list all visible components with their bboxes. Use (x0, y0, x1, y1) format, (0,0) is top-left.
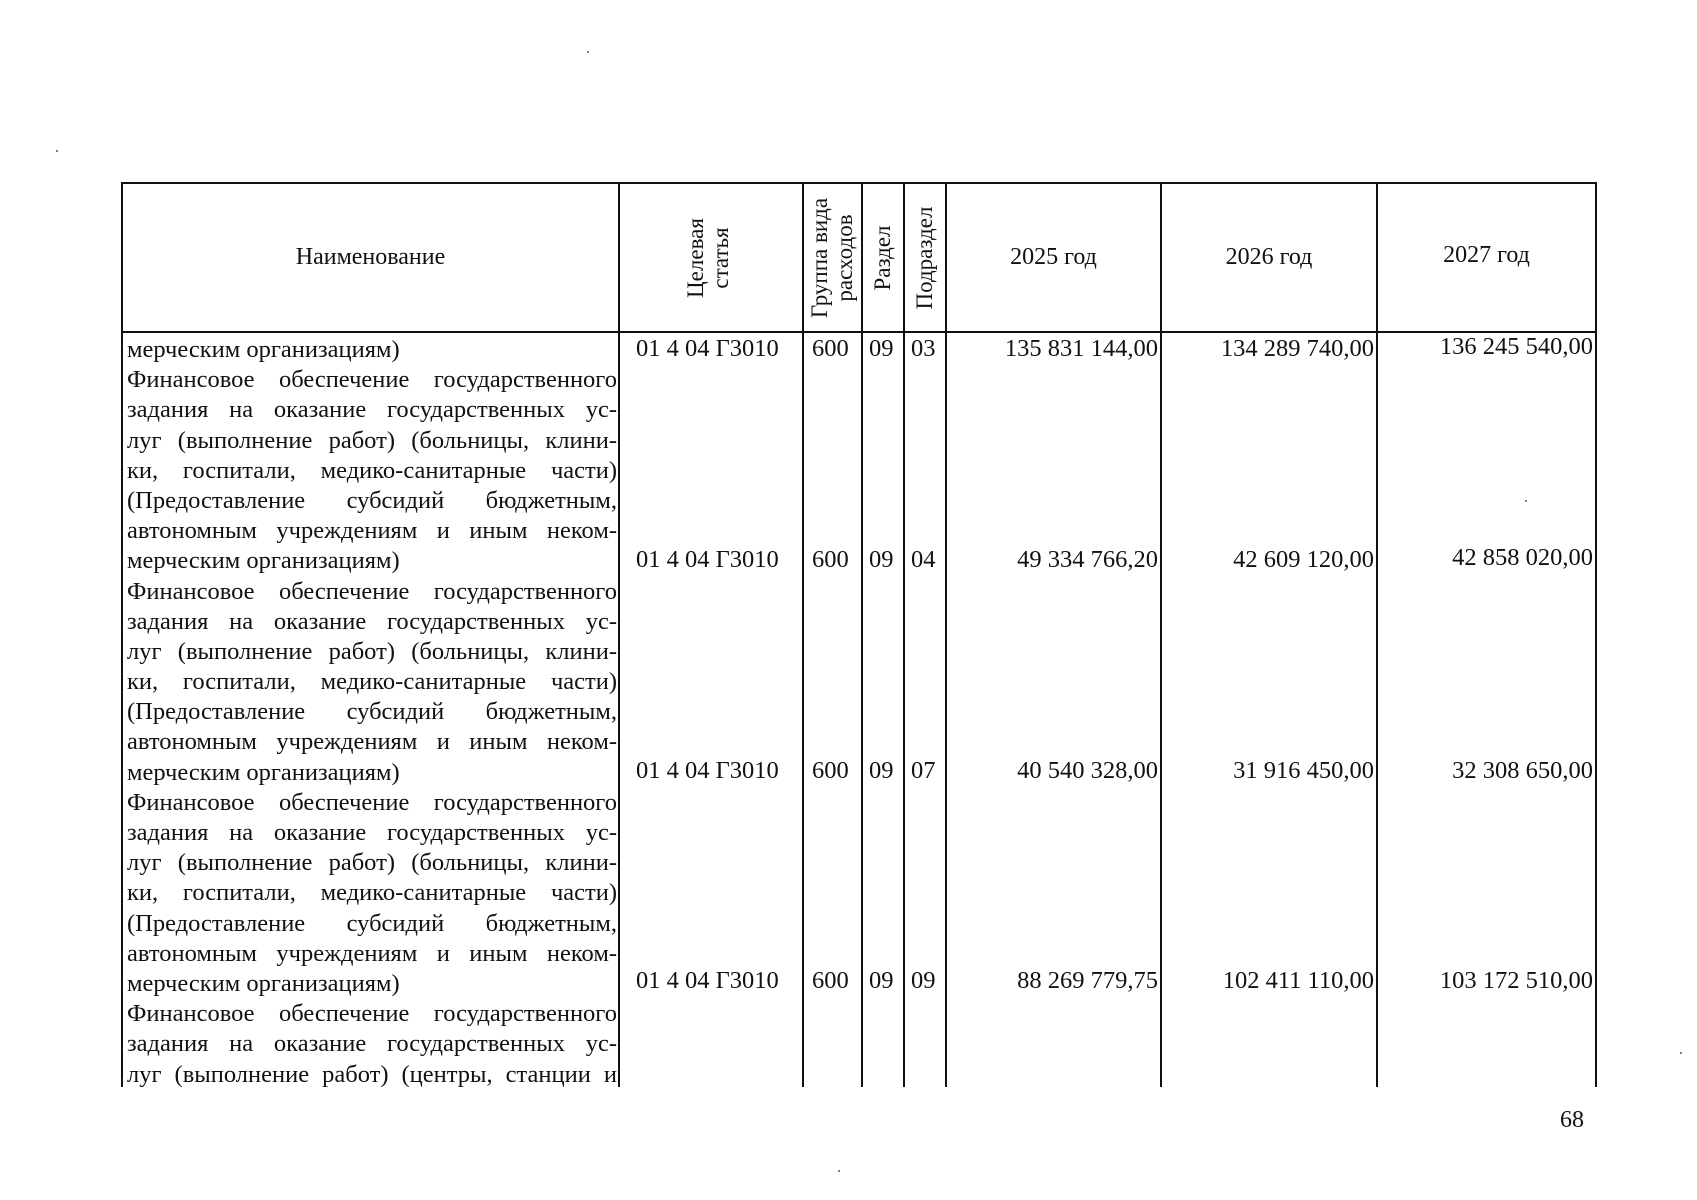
row3-2027: 32 308 650,00 (1452, 757, 1593, 784)
table-right-border (1595, 182, 1597, 1087)
header-name-text: Наименование (295, 244, 446, 270)
row4-group: 600 (812, 967, 849, 994)
col-divider-target (802, 182, 804, 1087)
row1-section: 09 (869, 335, 894, 362)
row2-subsection: 04 (911, 546, 936, 573)
row2-group: 600 (812, 546, 849, 573)
header-2027-text: 2027 год (1443, 242, 1530, 268)
header-2025-text: 2025 год (1010, 244, 1097, 270)
name-line: задания на оказание государственных ус- (127, 1030, 617, 1058)
col-divider-section (903, 182, 905, 1087)
name-line: ки, госпитали, медико-санитарные части) (127, 879, 617, 907)
name-line: мерческим организациям) (127, 758, 400, 786)
name-line: автономным учреждениям и иным неком- (127, 517, 617, 545)
header-section (870, 217, 896, 299)
scan-speck (56, 150, 58, 152)
row2-2025: 49 334 766,20 (1017, 546, 1158, 573)
row4-2027: 103 172 510,00 (1439, 967, 1593, 994)
row2-2026: 42 609 120,00 (1233, 546, 1374, 573)
header-subsection (912, 202, 938, 314)
name-line: (Предоставление субсидий бюджетным, (127, 486, 617, 514)
row3-group: 600 (812, 757, 849, 784)
name-line: Финансовое обеспечение государственного (127, 788, 617, 816)
header-2027 (1378, 184, 1595, 327)
row1-subsection: 03 (911, 335, 936, 362)
name-line: луг (выполнение работ) (больницы, клини- (127, 637, 617, 665)
row4-subsection: 09 (911, 967, 936, 994)
header-2026-text: 2026 год (1225, 244, 1313, 270)
row1-group: 600 (812, 335, 849, 362)
row2-section: 09 (869, 546, 894, 573)
header-2025 (947, 184, 1160, 331)
name-line: Финансовое обеспечение государственного (127, 1000, 617, 1028)
row3-2026: 31 916 450,00 (1233, 757, 1374, 784)
scan-speck (587, 51, 589, 53)
row1-target: 01 4 04 Г3010 (636, 335, 779, 362)
name-line: луг (выполнение работ) (больницы, клини- (127, 426, 617, 454)
name-line: автономным учреждениям и иным неком- (127, 728, 617, 756)
row4-section: 09 (869, 967, 894, 994)
row3-target: 01 4 04 Г3010 (636, 757, 779, 784)
header-section-text: Раздел (870, 225, 895, 291)
name-line: ки, госпитали, медико-санитарные части) (127, 456, 617, 484)
name-line: ки, госпитали, медико-санитарные части) (127, 668, 617, 696)
name-line: Финансовое обеспечение государственного (127, 577, 617, 605)
col-divider-group (861, 182, 863, 1087)
page-number: 68 (1560, 1107, 1584, 1133)
name-line: мерческим организациям) (127, 547, 400, 575)
row2-target: 01 4 04 Г3010 (636, 546, 779, 573)
scan-speck (1680, 1052, 1682, 1054)
header-target-line1: Целевая (683, 218, 708, 298)
row1-2025: 135 831 144,00 (1004, 335, 1158, 362)
header-target (683, 198, 735, 318)
scan-speck (1525, 500, 1527, 502)
name-line: задания на оказание государственных ус- (127, 819, 617, 846)
header-subsection-text: Подраздел (912, 206, 937, 310)
row4-2025: 88 269 779,75 (1017, 967, 1158, 994)
name-line: (Предоставление субсидий бюджетным, (127, 698, 617, 726)
row1-2027: 136 245 540,00 (1439, 333, 1593, 360)
row3-section: 09 (869, 757, 894, 784)
name-line: задания на оказание государственных ус- (127, 396, 617, 424)
name-line: Финансовое обеспечение государственного (127, 366, 617, 394)
header-group-line2: расходов (832, 214, 857, 302)
name-line: луг (выполнение работ) (центры, станции и (127, 1060, 617, 1088)
name-line: мерческим организациям) (127, 336, 400, 363)
header-group (807, 187, 857, 329)
header-target-line2: статья (708, 227, 733, 289)
name-line: луг (выполнение работ) (больницы, клини- (127, 849, 617, 877)
header-name (123, 184, 618, 331)
name-line: (Предоставление субсидий бюджетным, (127, 909, 617, 937)
row1-2026: 134 289 740,00 (1220, 335, 1374, 362)
row4-target: 01 4 04 Г3010 (636, 967, 779, 994)
name-line: мерческим организациям) (127, 969, 400, 997)
row4-2026: 102 411 110,00 (1222, 967, 1374, 994)
header-group-line1: Группа вида (807, 197, 832, 319)
scan-speck (838, 1170, 840, 1172)
name-column (127, 335, 617, 1090)
header-2026 (1162, 184, 1376, 331)
row3-subsection: 07 (911, 757, 936, 784)
row3-2025: 40 540 328,00 (1017, 757, 1158, 784)
row2-2027: 42 858 020,00 (1452, 544, 1593, 571)
name-line: автономным учреждениям и иным неком- (127, 939, 617, 967)
col-divider-name (618, 182, 620, 1087)
name-line: задания на оказание государственных ус- (127, 607, 617, 635)
